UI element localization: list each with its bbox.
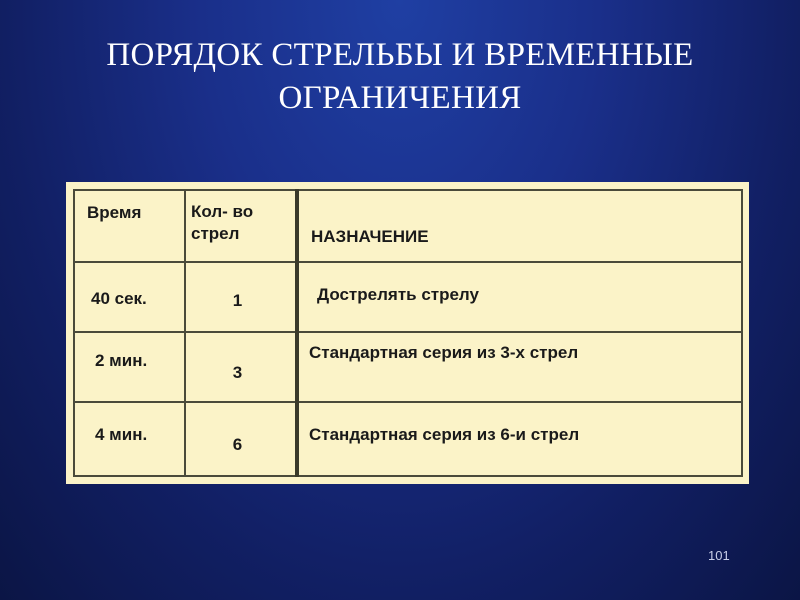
header-count-label [186, 191, 295, 245]
row-1-time: 40 сек. [91, 289, 147, 308]
row-2-count: 3 [232, 363, 243, 382]
table-row [74, 332, 742, 402]
table-header-row [74, 190, 742, 262]
row-1-count: 1 [232, 291, 243, 310]
table-row [74, 402, 742, 476]
row-2-time: 2 мин. [95, 351, 148, 370]
row-3-time-cell [74, 402, 185, 476]
row-2-time-cell [74, 332, 185, 402]
header-cell-time [74, 190, 185, 262]
header-cell-purpose [297, 190, 742, 262]
table-frame [66, 182, 749, 484]
header-purpose-label: НАЗНАЧЕНИЕ [311, 227, 429, 246]
row-2-count-cell [185, 332, 297, 402]
page-number: 101 [708, 548, 730, 563]
row-2-purpose: Стандартная серия из 3-х стрел [309, 343, 579, 362]
row-3-purpose: Стандартная серия из 6-и стрел [309, 425, 580, 444]
header-count-line-2: стрел [191, 224, 240, 243]
row-3-time: 4 мин. [95, 425, 148, 444]
row-3-count-cell [185, 402, 297, 476]
header-time-label: Время [87, 203, 142, 222]
header-cell-count [185, 190, 297, 262]
table-row [74, 262, 742, 332]
slide-title [40, 34, 760, 120]
row-1-purpose: Дострелять стрелу [317, 285, 479, 304]
row-2-purpose-cell [297, 332, 742, 402]
shooting-schedule-table [73, 189, 743, 477]
header-count-line-1: Кол- во [191, 202, 254, 221]
row-1-time-cell [74, 262, 185, 332]
row-1-purpose-cell [297, 262, 742, 332]
row-3-count: 6 [232, 435, 243, 454]
slide-title-line-2: ОГРАНИЧЕНИЯ [278, 80, 522, 116]
row-1-count-cell [185, 262, 297, 332]
slide-title-line-1: ПОРЯДОК СТРЕЛЬБЫ И ВРЕМЕННЫЕ [106, 37, 694, 73]
row-3-purpose-cell [297, 402, 742, 476]
